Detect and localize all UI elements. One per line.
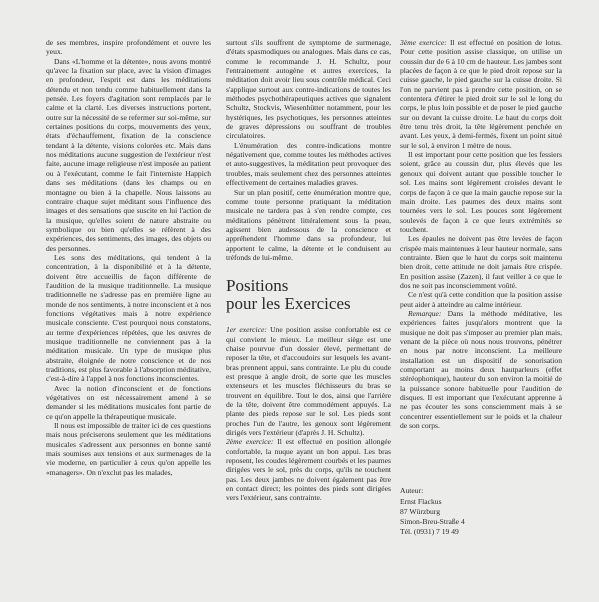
paragraph-text: Il est important pour cette position que les fessiers soient, grâce au coussin dur, plus élevés que les genoux qui doivent autant que possible toucher le sol. Les mains sont légèrement croisées devant le corps de façon à ce que la main gauche repose sur la main droite. Les paumes des deux mains sont tournées vers le sol. Les pouces sont légèrement soulevés de façon à ce que leurs extrémités se touchent.: [400, 150, 562, 234]
heading-line: Positions: [226, 276, 289, 296]
exercise-text: Il est effectué en position allongée confortable, la nuque ayant un bon appui. Les bras reposent, les coudes légèrement courbés et les paumes dirigées vers le sol, près du corps, qu'ils ne touchent pas. Les deux jambes ne doivent également pas être en contact direct; les pointes des pieds sont dirigées vers l'extérieur, sans contrainte.: [226, 437, 391, 503]
paragraph: Les sons des méditations, qui tendent à la concentration, à la disponibilité et à la détente, doivent être accueillis de façon différente de l'audition de la musique traditionnelle. La musique traditionnelle ne s'adresse pas en première ligne au monde de nos sentiments, à notre inconscient et à nos fonctions végétatives mais à notre expérience musicale consciente. C'est pourquoi nous constatons, au terme d'expériences répétées, que les œuvres de musique traditionnelle ne conviennent pas à la méditation musicale. Un type de musique plus abstraite, éloignée de notre conscience et de nos traditions, est plus favorable à l'absorption méditative, c'est-à-dire à l'appel à nos fonctions inconscientes.: [46, 252, 211, 384]
paragraph: Avec la notion d'inconscient et de fonctions végétatives on est nécessairement amené à se demander si les méditations musicales font partie de ce qu'on appelle la thérapeutique musicale.: [46, 383, 211, 421]
author-street: Simon-Breu-Straße 4: [400, 517, 465, 527]
exercise-lead: 3ème exercice:: [400, 38, 447, 47]
paragraph: de ses membres, inspire profondément et ouvre les yeux.: [46, 38, 211, 57]
exercise-text: Une position assise confortable est ce qui convient le mieux. Le meilleur siège est une chaise pourvue d'un dossier élevé, permettant de reposer la tête, et d'accoudoirs sur lesquels les avant-bras prennent appui, sans contrainte. Le plu du coude est presque à angle droit, de sorte que les muscles extenseurs et les muscles fléchisseurs du bras se trouvent en équilibre. Tout le dos, ainsi que l'arrière de la tête, doivent être commodément appuyés. La plante des pieds repose sur le sol. Les pieds sont proches l'un de l'autre, les genoux sont légèrement dirigés vers l'extérieur (d'après J. H. Schultz).: [226, 325, 391, 438]
paragraph: [400, 150, 562, 234]
paragraph: Dans «L'homme et la détente», nous avons montré qu'avec la fixation sur place, avec la vision d'images en profondeur, l'esprit est dans les méditations détendu et non tendu comme habituellement dans la pensée. Les foyers d'agitation sont remplacés par le calme et la clarté. Les diverses instructions portent, outre sur la nécessité de se refermer sur soi-même, sur certaines positions du corps, mouvements des yeux, états d'échauffement, fixation de la conscience tendant à la détente, visions colorées etc. Mais dans nos méditations aucune suggestion de l'extérieur n'est faite, aucune image religieuse n'est imposée au patient ou à l'exécutant, comme le fait l'interniste Happich dans ses méditations (dans les champs ou en montagne ou bien à la chapelle. Nous laissons au contraire chaque sujet méditant sous l'influence des images et des sensations que suscite en lui l'action de la musique, qu'elles soient de nature abstraite ou symbolique ou bien qu'elles se réfèrent à des expériences, des sentiments, des images, des objets ou des personnes.: [46, 56, 211, 253]
section-heading: [226, 277, 391, 313]
paragraph: L'énumération des contre-indications montre négativement que, comme toutes les méthodes actives et auto-suggestives, la méditation peut provoquer des troubles, mais seulement chez des personnes atteintes effectivement de certaines maladies graves.: [226, 140, 391, 188]
column-left: [46, 38, 211, 477]
paragraph: surtout s'ils souffrent de symptome de surmenage, d'états spasmodiques ou analogues. Mais dans ce cas, comme le recommande J. H. Schultz, pour l'entrainement autogène et autres exercices, la méditation doit avoir lieu sous contrôle médical. Ceci s'applique surtout aux contre-indications de toutes les méthodes psychothérapeutiques actives que signalent Schultz, Stockvis, Wiesenhütter notamment, pour les hystériques, les psychotiques, les personnes atteintes de graves dépressions ou souffrant de troubles circulatoires.: [226, 38, 391, 141]
heading-line: pour les Exercices: [226, 294, 351, 314]
exercise-text: Il est effectué en position de lotus. Pour cette position assise classique, on utilise un coussin dur de 6 à 10 cm de hauteur. Les jambes sont placées de façon à ce que le pied droit repose sur la cuisse gauche, le pied gauche sur la cuisse droite. Si l'on ne parvient pas à prendre cette position, on se contentera d'étirer le pied droit sur le sol le long du corps, le plus loin possible et de poser le pied gauche sur ou devant la cuisse droite. Le haut du corps doit être tenu très droit, la tête légèrement penchée en avant. Les yeux, à demi-fermés, fixent un point situé sur le sol, à environ 1 mètre de nous.: [400, 38, 562, 150]
paragraph-text: Ce n'est qu'à cette condition que la position assise peut aider à atteindre au calme intérieur.: [400, 290, 562, 309]
author-name: Ernst Flackus: [400, 496, 442, 506]
column-middle: [226, 38, 391, 503]
paragraph: Il nous est impossible de traiter ici de ces questions mais nous préciserons seulement que les méditations musicales s'adressent aux personnes en bonne santé mais soumises aux tensions et aux surmenages de la vie moderne, en particulier à ceux qu'on appelle les «managers». On n'exclut pas les malades,: [46, 421, 211, 477]
exercise-paragraph: [226, 325, 391, 437]
author-phone: Tél. (0931) 7 19 49: [400, 527, 459, 537]
exercise-lead: 2ème exercice:: [226, 437, 274, 447]
exercise-lead: 1er exercice:: [226, 325, 267, 335]
paragraph: [400, 234, 562, 290]
remark-paragraph: [400, 309, 562, 430]
remark-text: Dans la méthode méditative, les expériences faites jusqu'alors montrent que la musique ne doit pas s'imposer au premier plan mais, venant de la pièce où nous nous trouvons, pénétrer en nous par notre inconscient. La meilleure installation est un dispositif de sonorisation comportant au moins deux hautparleurs (effet stéréophonique), hauteur du son environ la moitié de la puissance sonore habituelle pour l'audition de disques. Il est important que l'exécutant apprenne à ne pas écouter les sons consciemment mais à se concentrer essentiellement sur le poids et la chaleur de son corps.: [400, 308, 562, 431]
paragraph: Sur un plan positif, cette énumération montre que, comme toute personne pratiquant la méditation musicale ne tardera pas à s'en rendre compte, ces méditations pénètrent littéralement sous la peau, agissent bien audessous de la conscience et appréhendent l'homme dans sa profondeur, lui apportent le calme, la détente et le conduisent au tréfonds de lui-même.: [226, 187, 391, 262]
remark-lead: Remarque:: [408, 308, 442, 318]
author-block: [400, 486, 562, 537]
author-city: 87 Würzburg: [400, 506, 441, 516]
paragraph-text: Les épaules ne doivent pas être levées de façon crispée mais maintenues à leur hauteur normale, sans contrainte. Bien que le haut du corps soit maintenu bien droit, cette attitude ne doit jamais être crispée. En position assise (Zazen), il faut veiller à ce que le dos ne soit pas inconsciemment voûté.: [400, 234, 562, 290]
paragraph: [400, 290, 562, 309]
exercise-paragraph: [226, 437, 391, 502]
column-right: [400, 38, 562, 537]
exercise-paragraph: [400, 38, 562, 150]
author-label: Auteur:: [400, 486, 424, 496]
